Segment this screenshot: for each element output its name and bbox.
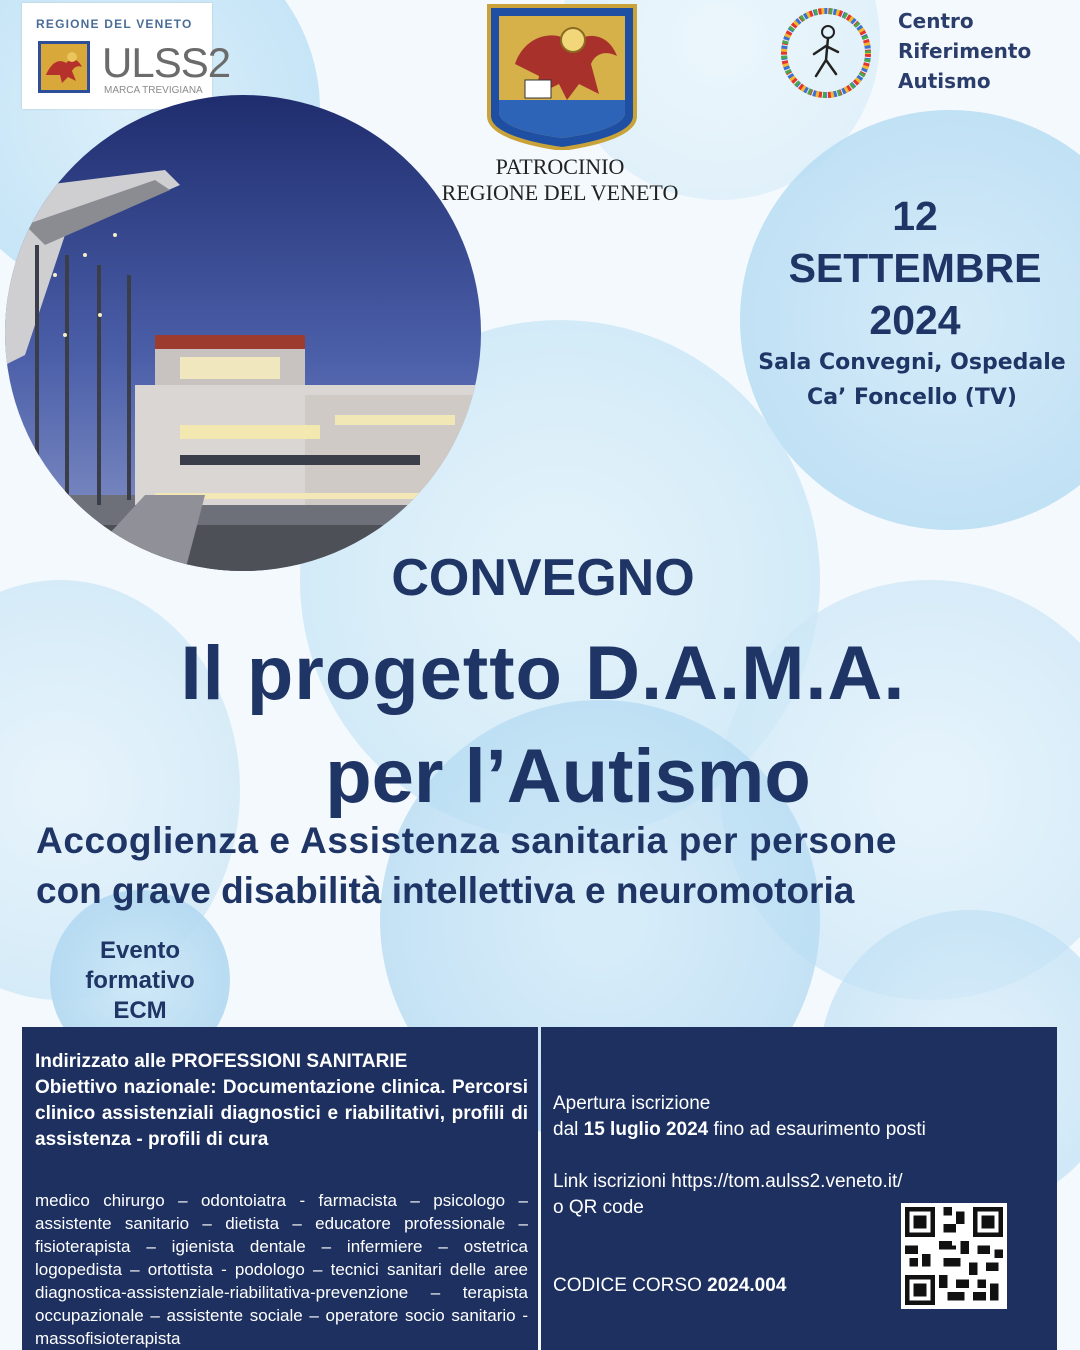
cra-line3: Autismo xyxy=(898,69,991,93)
ulss-subtitle: MARCA TREVIGIANA xyxy=(104,85,203,96)
cra-line2: Riferimento xyxy=(898,39,1032,63)
ecm-line3: ECM xyxy=(113,997,167,1024)
audience-objective: Obiettivo nazionale: Documentazione clinica. Percorsi clinico assistenziali diagnostici e riabilitativi, profili di assistenza - profili di cura xyxy=(35,1077,528,1150)
registration-link[interactable]: Link iscrizioni https://tom.aulss2.veneto.it/ xyxy=(553,1171,903,1192)
registration-until: fino ad esaurimento posti xyxy=(713,1119,926,1140)
cra-title xyxy=(898,6,1031,96)
cra-logo-icon xyxy=(770,4,882,102)
course-code-label: CODICE CORSO xyxy=(553,1275,702,1296)
venue-line2: Ca’ Foncello (TV) xyxy=(807,385,1017,410)
target-audience-panel xyxy=(22,1027,538,1350)
date-year: 2024 xyxy=(869,297,961,343)
hospital-building-photo xyxy=(5,95,481,571)
audience-header xyxy=(35,1049,528,1153)
audience-line1: Indirizzato alle PROFESSIONI SANITARIE xyxy=(35,1051,408,1072)
qr-code-icon[interactable] xyxy=(901,1203,1007,1309)
venue-line1: Sala Convegni, Ospedale xyxy=(758,350,1066,375)
patrocinio-line2: REGIONE DEL VENETO xyxy=(441,180,679,205)
convegno-heading: CONVEGNO xyxy=(391,549,695,607)
subtitle xyxy=(36,816,1056,916)
lion-icon xyxy=(38,41,90,93)
patrocinio-text xyxy=(440,154,680,206)
subtitle-line1: Accoglienza e Assistenza sanitaria per persone xyxy=(36,820,898,861)
date-day: 12 xyxy=(892,193,938,239)
veneto-coat-of-arms-icon xyxy=(487,4,637,150)
patrocinio-line1: PATROCINIO xyxy=(495,154,625,179)
subtitle-line2: con grave disabilità intellettiva e neuromotoria xyxy=(36,870,855,911)
registration-open-label: Apertura iscrizione xyxy=(553,1093,711,1114)
qr-code-label: o QR code xyxy=(553,1197,644,1218)
ecm-line1: Evento xyxy=(99,937,180,964)
title-line1: Il progetto D.A.M.A. xyxy=(180,631,906,716)
title-line2: per l’Autismo xyxy=(325,734,811,819)
professions-list: medico chirurgo – odontoiatra - farmacista – psicologo – assistente sanitario – dietista – educatore professionale – fisioterapista – igienista dentale – infermiere – ostetrica logopedista – ortottista - podologo – tecnici sanitari delle aree diagnostica-assistenziale-riabilitativa-prevenzione – terapista occupazionale – assistente sociale – operatore socio sanitario - massofisioterapista xyxy=(35,1191,528,1348)
ulss-name: ULSS2 xyxy=(102,39,231,86)
registration-panel xyxy=(541,1027,1057,1350)
cra-line1: Centro xyxy=(898,9,974,33)
ecm-line2: formativo xyxy=(85,967,195,994)
registration-dal: dal xyxy=(553,1119,579,1140)
registration-start-date: 15 luglio 2024 xyxy=(583,1119,709,1140)
event-date xyxy=(760,190,1070,346)
ulss-region-text: REGIONE DEL VENETO xyxy=(36,17,193,31)
course-code-value: 2024.004 xyxy=(707,1275,787,1296)
date-month: SETTEMBRE xyxy=(788,245,1042,291)
registration-dates xyxy=(553,1117,1047,1143)
event-venue xyxy=(752,345,1072,415)
ecm-badge xyxy=(60,936,220,1026)
ulss2-logo xyxy=(22,3,231,109)
